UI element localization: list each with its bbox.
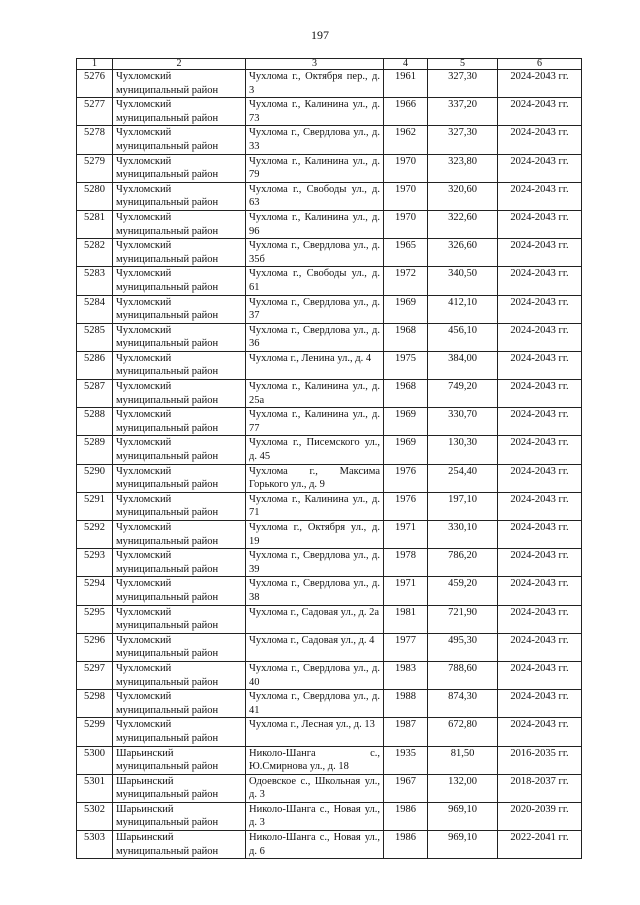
table-row [77,436,582,464]
district-cell: Чухломский муниципальный район [113,549,246,577]
row-number-cell: 5300 [77,746,113,774]
year-cell: 1986 [384,831,428,859]
year-cell: 1966 [384,98,428,126]
page-number: 197 [311,28,329,42]
column-header: 3 [246,59,384,70]
address-cell: Чухлома г., Калинина ул., д. 25а [246,380,384,408]
area-cell: 874,30 [428,690,498,718]
district-cell: Чухломский муниципальный район [113,577,246,605]
district-cell: Чухломский муниципальный район [113,718,246,746]
area-cell: 330,10 [428,521,498,549]
district-cell: Шарьинский муниципальный район [113,746,246,774]
column-header: 1 [77,59,113,70]
period-cell: 2024-2043 гг. [498,464,582,492]
address-cell: Николо-Шанга с., Новая ул., д. 6 [246,831,384,859]
period-cell: 2024-2043 гг. [498,661,582,689]
row-number-cell: 5292 [77,521,113,549]
table-row [77,210,582,238]
year-cell: 1969 [384,436,428,464]
year-cell: 1987 [384,718,428,746]
area-cell: 786,20 [428,549,498,577]
period-cell: 2022-2041 гг. [498,831,582,859]
table-row [77,831,582,859]
address-cell: Чухлома г., Калинина ул., д. 77 [246,408,384,436]
district-cell: Шарьинский муниципальный район [113,831,246,859]
year-cell: 1971 [384,577,428,605]
period-cell: 2024-2043 гг. [498,98,582,126]
row-number-cell: 5303 [77,831,113,859]
row-number-cell: 5298 [77,690,113,718]
address-cell: Николо-Шанга с., Ю.Смирнова ул., д. 18 [246,746,384,774]
year-cell: 1978 [384,549,428,577]
area-cell: 495,30 [428,633,498,661]
district-cell: Чухломский муниципальный район [113,464,246,492]
period-cell: 2024-2043 гг. [498,492,582,520]
address-cell: Чухлома г., Писемского ул., д. 45 [246,436,384,464]
year-cell: 1971 [384,521,428,549]
year-cell: 1975 [384,351,428,379]
address-cell: Чухлома г., Свердлова ул., д. 38 [246,577,384,605]
district-cell: Чухломский муниципальный район [113,210,246,238]
address-cell: Чухлома г., Калинина ул., д. 96 [246,210,384,238]
area-cell: 326,60 [428,239,498,267]
district-cell: Чухломский муниципальный район [113,126,246,154]
period-cell: 2024-2043 гг. [498,295,582,323]
row-number-cell: 5279 [77,154,113,182]
table-row [77,549,582,577]
table-row [77,351,582,379]
period-cell: 2024-2043 гг. [498,521,582,549]
year-cell: 1965 [384,239,428,267]
row-number-cell: 5285 [77,323,113,351]
year-cell: 1981 [384,605,428,633]
table-row [77,605,582,633]
column-header: 5 [428,59,498,70]
period-cell: 2024-2043 гг. [498,436,582,464]
period-cell: 2024-2043 гг. [498,380,582,408]
area-cell: 969,10 [428,831,498,859]
row-number-cell: 5295 [77,605,113,633]
column-header: 4 [384,59,428,70]
area-cell: 337,20 [428,98,498,126]
period-cell: 2024-2043 гг. [498,549,582,577]
row-number-cell: 5278 [77,126,113,154]
address-cell: Одоевское с., Школьная ул., д. 3 [246,774,384,802]
table-row [77,126,582,154]
area-cell: 330,70 [428,408,498,436]
table-row [77,690,582,718]
year-cell: 1986 [384,802,428,830]
address-cell: Чухлома г., Свердлова ул., д. 41 [246,690,384,718]
period-cell: 2024-2043 гг. [498,351,582,379]
area-cell: 322,60 [428,210,498,238]
table-row [77,380,582,408]
year-cell: 1968 [384,323,428,351]
district-cell: Чухломский муниципальный район [113,70,246,98]
row-number-cell: 5289 [77,436,113,464]
address-cell: Николо-Шанга с., Новая ул., д. 3 [246,802,384,830]
year-cell: 1961 [384,70,428,98]
row-number-cell: 5282 [77,239,113,267]
address-cell: Чухлома г., Максима Горького ул., д. 9 [246,464,384,492]
row-number-cell: 5294 [77,577,113,605]
row-number-cell: 5299 [77,718,113,746]
year-cell: 1935 [384,746,428,774]
district-cell: Шарьинский муниципальный район [113,802,246,830]
period-cell: 2024-2043 гг. [498,633,582,661]
address-cell: Чухлома г., Свободы ул., д. 61 [246,267,384,295]
row-number-cell: 5293 [77,549,113,577]
area-cell: 459,20 [428,577,498,605]
row-number-cell: 5288 [77,408,113,436]
period-cell: 2024-2043 гг. [498,690,582,718]
address-cell: Чухлома г., Октября пер., д. 3 [246,70,384,98]
year-cell: 1988 [384,690,428,718]
year-cell: 1970 [384,210,428,238]
district-cell: Чухломский муниципальный район [113,239,246,267]
district-cell: Чухломский муниципальный район [113,605,246,633]
year-cell: 1970 [384,154,428,182]
district-cell: Чухломский муниципальный район [113,690,246,718]
period-cell: 2024-2043 гг. [498,182,582,210]
table-row [77,521,582,549]
address-cell: Чухлома г., Свердлова ул., д. 39 [246,549,384,577]
year-cell: 1983 [384,661,428,689]
period-cell: 2024-2043 гг. [498,70,582,98]
area-cell: 320,60 [428,182,498,210]
row-number-cell: 5297 [77,661,113,689]
period-cell: 2024-2043 гг. [498,126,582,154]
column-header: 6 [498,59,582,70]
table-row [77,408,582,436]
area-cell: 456,10 [428,323,498,351]
district-cell: Чухломский муниципальный район [113,323,246,351]
period-cell: 2024-2043 гг. [498,323,582,351]
address-cell: Чухлома г., Свердлова ул., д. 36 [246,323,384,351]
address-cell: Чухлома г., Лесная ул., д. 13 [246,718,384,746]
area-cell: 412,10 [428,295,498,323]
area-cell: 788,60 [428,661,498,689]
table-row [77,802,582,830]
row-number-cell: 5287 [77,380,113,408]
period-cell: 2016-2035 гг. [498,746,582,774]
table-body [77,70,582,859]
row-number-cell: 5301 [77,774,113,802]
area-cell: 384,00 [428,351,498,379]
area-cell: 340,50 [428,267,498,295]
area-cell: 969,10 [428,802,498,830]
district-cell: Чухломский муниципальный район [113,154,246,182]
table-row [77,661,582,689]
table-row [77,492,582,520]
period-cell: 2018-2037 гг. [498,774,582,802]
row-number-cell: 5296 [77,633,113,661]
table-row [77,323,582,351]
district-cell: Чухломский муниципальный район [113,182,246,210]
district-cell: Чухломский муниципальный район [113,521,246,549]
district-cell: Чухломский муниципальный район [113,380,246,408]
address-cell: Чухлома г., Свердлова ул., д. 40 [246,661,384,689]
address-cell: Чухлома г., Калинина ул., д. 71 [246,492,384,520]
year-cell: 1977 [384,633,428,661]
table-row [77,154,582,182]
area-cell: 197,10 [428,492,498,520]
area-cell: 749,20 [428,380,498,408]
year-cell: 1969 [384,408,428,436]
district-cell: Чухломский муниципальный район [113,295,246,323]
row-number-cell: 5286 [77,351,113,379]
address-cell: Чухлома г., Калинина ул., д. 79 [246,154,384,182]
address-cell: Чухлома г., Калинина ул., д. 73 [246,98,384,126]
area-cell: 132,00 [428,774,498,802]
row-number-cell: 5290 [77,464,113,492]
district-cell: Шарьинский муниципальный район [113,774,246,802]
table-row [77,295,582,323]
table-row [77,774,582,802]
district-cell: Чухломский муниципальный район [113,436,246,464]
table-row [77,182,582,210]
period-cell: 2024-2043 гг. [498,210,582,238]
period-cell: 2024-2043 гг. [498,605,582,633]
period-cell: 2024-2043 гг. [498,267,582,295]
period-cell: 2020-2039 гг. [498,802,582,830]
table-row [77,267,582,295]
address-cell: Чухлома г., Октября ул., д. 19 [246,521,384,549]
table-row [77,98,582,126]
year-cell: 1962 [384,126,428,154]
row-number-cell: 5281 [77,210,113,238]
address-cell: Чухлома г., Свердлова ул., д. 37 [246,295,384,323]
year-cell: 1976 [384,492,428,520]
row-number-cell: 5284 [77,295,113,323]
area-cell: 721,90 [428,605,498,633]
address-cell: Чухлома г., Свободы ул., д. 63 [246,182,384,210]
area-cell: 323,80 [428,154,498,182]
address-cell: Чухлома г., Садовая ул., д. 2а [246,605,384,633]
area-cell: 672,80 [428,718,498,746]
district-cell: Чухломский муниципальный район [113,408,246,436]
address-cell: Чухлома г., Свердлова ул., д. 33 [246,126,384,154]
row-number-cell: 5280 [77,182,113,210]
year-cell: 1968 [384,380,428,408]
year-cell: 1969 [384,295,428,323]
registry-table [76,58,582,859]
district-cell: Чухломский муниципальный район [113,98,246,126]
table-row [77,70,582,98]
period-cell: 2024-2043 гг. [498,154,582,182]
table-row [77,239,582,267]
row-number-cell: 5291 [77,492,113,520]
year-cell: 1967 [384,774,428,802]
area-cell: 254,40 [428,464,498,492]
table-row [77,718,582,746]
row-number-cell: 5276 [77,70,113,98]
district-cell: Чухломский муниципальный район [113,492,246,520]
address-cell: Чухлома г., Ленина ул., д. 4 [246,351,384,379]
year-cell: 1970 [384,182,428,210]
area-cell: 81,50 [428,746,498,774]
period-cell: 2024-2043 гг. [498,718,582,746]
district-cell: Чухломский муниципальный район [113,267,246,295]
row-number-cell: 5283 [77,267,113,295]
address-cell: Чухлома г., Садовая ул., д. 4 [246,633,384,661]
area-cell: 130,30 [428,436,498,464]
area-cell: 327,30 [428,70,498,98]
district-cell: Чухломский муниципальный район [113,661,246,689]
column-header: 2 [113,59,246,70]
year-cell: 1972 [384,267,428,295]
row-number-cell: 5277 [77,98,113,126]
period-cell: 2024-2043 гг. [498,239,582,267]
period-cell: 2024-2043 гг. [498,408,582,436]
table-header-row [77,59,582,70]
district-cell: Чухломский муниципальный район [113,351,246,379]
row-number-cell: 5302 [77,802,113,830]
table-row [77,464,582,492]
table-row [77,746,582,774]
district-cell: Чухломский муниципальный район [113,633,246,661]
area-cell: 327,30 [428,126,498,154]
year-cell: 1976 [384,464,428,492]
table-row [77,577,582,605]
address-cell: Чухлома г., Свердлова ул., д. 35б [246,239,384,267]
period-cell: 2024-2043 гг. [498,577,582,605]
table-row [77,633,582,661]
